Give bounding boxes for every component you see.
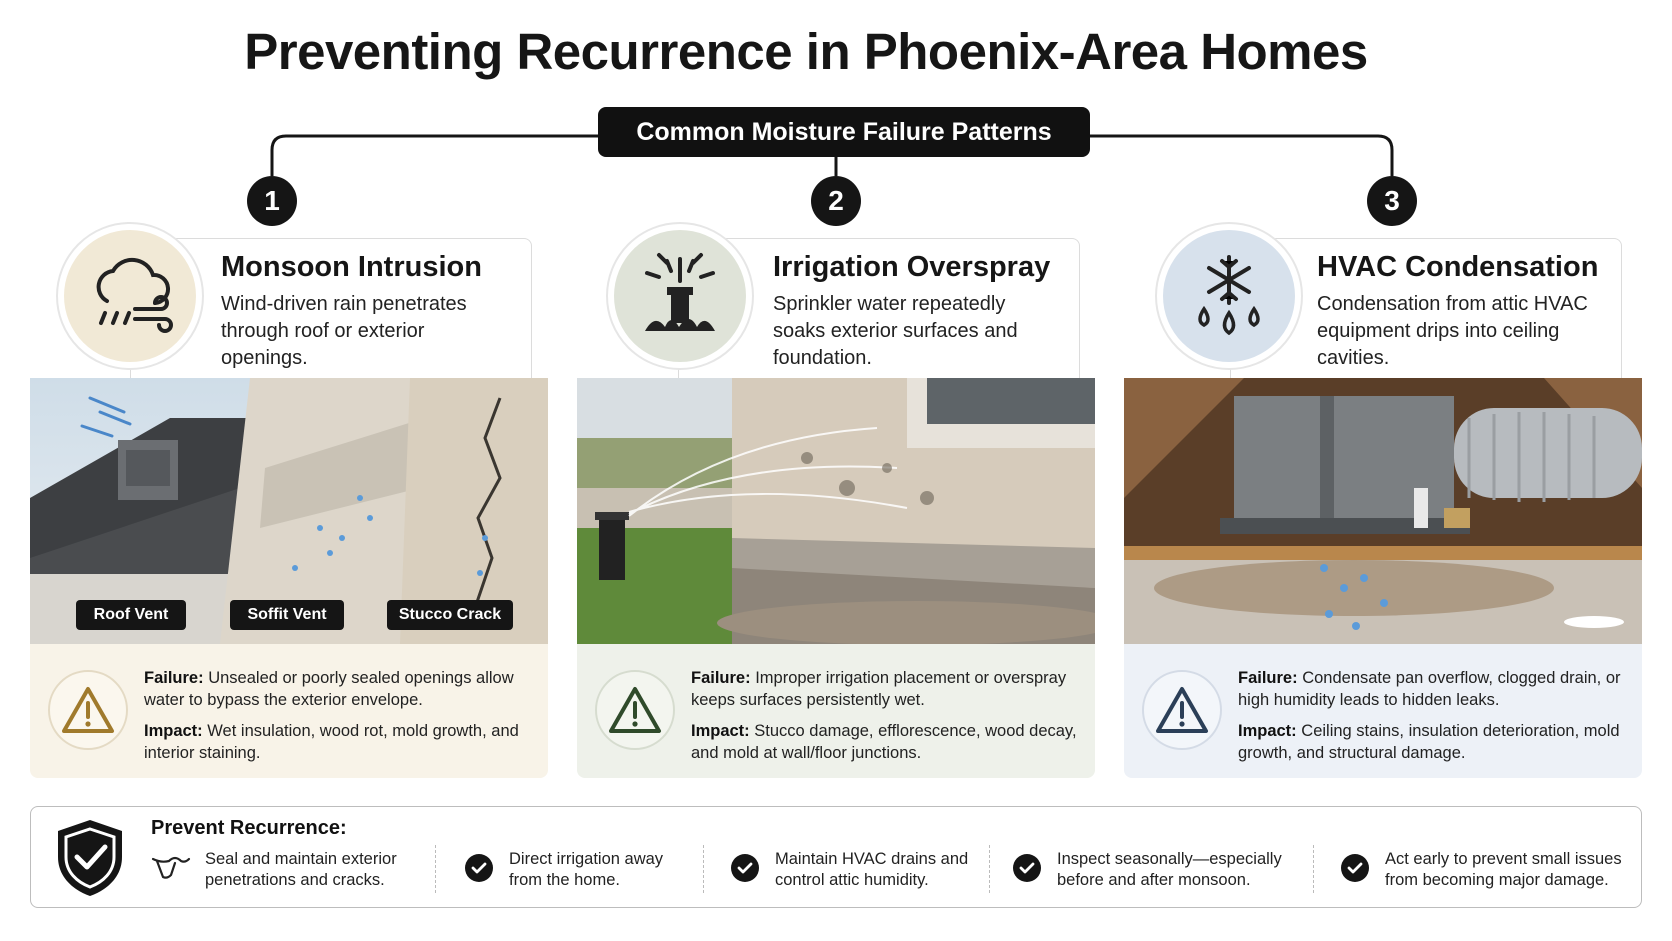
failure-impact-panel bbox=[30, 644, 548, 778]
item-divider bbox=[703, 845, 704, 893]
prevent-item bbox=[731, 849, 1001, 891]
warning-icon bbox=[595, 670, 675, 750]
prevent-item-text: Act early to prevent small issues from becoming major damage. bbox=[1385, 850, 1622, 889]
seal-caulk-icon bbox=[151, 853, 191, 881]
pattern-title: HVAC Condensation bbox=[1317, 251, 1599, 283]
failure-label: Failure: bbox=[144, 669, 204, 687]
pattern-number-badge: 1 bbox=[247, 176, 297, 226]
prevent-item-text: Inspect seasonally—especially before and after monsoon. bbox=[1057, 850, 1282, 889]
hvac-attic-photo bbox=[1124, 378, 1642, 644]
warning-icon bbox=[1142, 670, 1222, 750]
tag-label: Soffit Vent bbox=[230, 600, 344, 630]
pattern-title: Irrigation Overspray bbox=[773, 251, 1051, 283]
impact-label: Impact: bbox=[1238, 722, 1297, 740]
impact-label: Impact: bbox=[691, 722, 750, 740]
banner-common-failure-patterns: Common Moisture Failure Patterns bbox=[598, 107, 1090, 157]
item-divider bbox=[1313, 845, 1314, 893]
prevent-item bbox=[1341, 849, 1633, 891]
pattern-description: Wind-driven rain penetrates through roof or exterior openings. bbox=[221, 293, 467, 369]
failure-text: Improper irrigation placement or overspray keeps surfaces persistently wet. bbox=[691, 669, 1067, 709]
impact-text: Stucco damage, efflorescence, wood decay, and mold at wall/floor junctions. bbox=[691, 722, 1077, 762]
failure-impact-panel bbox=[1124, 644, 1642, 778]
rain-cloud-wind-icon bbox=[56, 222, 204, 370]
check-icon bbox=[465, 854, 493, 882]
failure-label: Failure: bbox=[1238, 669, 1298, 687]
prevent-title: Prevent Recurrence: bbox=[151, 817, 347, 839]
prevent-recurrence-panel bbox=[30, 806, 1642, 908]
impact-text: Ceiling stains, insulation deterioration, mold growth, and structural damage. bbox=[1238, 722, 1620, 762]
sprinkler-icon bbox=[606, 222, 754, 370]
shield-check-icon bbox=[53, 817, 127, 904]
check-icon bbox=[731, 854, 759, 882]
failure-impact-panel bbox=[577, 644, 1095, 778]
failure-text: Condensate pan overflow, clogged drain, or high humidity leads to hidden leaks. bbox=[1238, 669, 1621, 709]
item-divider bbox=[435, 845, 436, 893]
failure-label: Failure: bbox=[691, 669, 751, 687]
impact-text: Wet insulation, wood rot, mold growth, and interior staining. bbox=[144, 722, 519, 762]
check-icon bbox=[1013, 854, 1041, 882]
pattern-description: Sprinkler water repeatedly soaks exterior surfaces and foundation. bbox=[773, 293, 1018, 369]
prevent-item-text: Maintain HVAC drains and control attic humidity. bbox=[775, 850, 969, 889]
prevent-item-text: Seal and maintain exterior penetrations and cracks. bbox=[205, 850, 397, 889]
page-title: Preventing Recurrence in Phoenix-Area Homes bbox=[244, 23, 1368, 80]
prevent-item bbox=[151, 849, 421, 891]
impact-label: Impact: bbox=[144, 722, 203, 740]
check-icon bbox=[1341, 854, 1369, 882]
item-divider bbox=[989, 845, 990, 893]
warning-icon bbox=[48, 670, 128, 750]
tag-label: Stucco Crack bbox=[387, 600, 513, 630]
prevent-item bbox=[465, 849, 695, 891]
pattern-description: Condensation from attic HVAC equipment drips into ceiling cavities. bbox=[1317, 293, 1588, 369]
failure-text: Unsealed or poorly sealed openings allow water to bypass the exterior envelope. bbox=[144, 669, 514, 709]
pattern-title: Monsoon Intrusion bbox=[221, 251, 482, 283]
irrigation-photo bbox=[577, 378, 1095, 644]
prevent-item bbox=[1013, 849, 1303, 891]
pattern-number-badge: 3 bbox=[1367, 176, 1417, 226]
tag-label: Roof Vent bbox=[76, 600, 186, 630]
prevent-item-text: Direct irrigation away from the home. bbox=[509, 850, 664, 889]
snowflake-drops-icon bbox=[1155, 222, 1303, 370]
pattern-number-badge: 2 bbox=[811, 176, 861, 226]
